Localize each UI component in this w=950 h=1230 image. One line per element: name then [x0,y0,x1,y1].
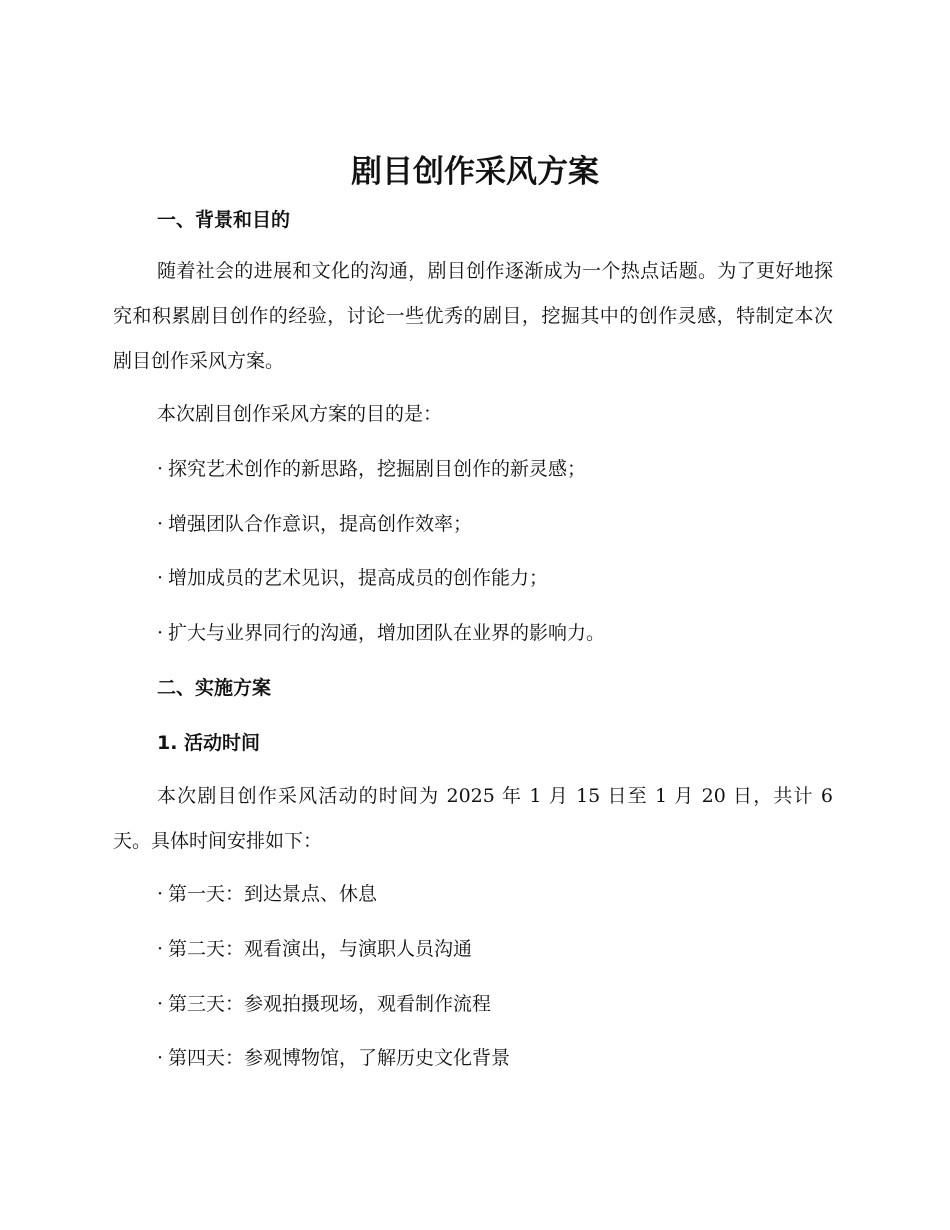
purpose-item [157,454,586,484]
schedule-item-text: 第二天：观看演出，与演职人员沟通 [168,938,473,960]
subsection-heading-activity-time: 1. 活动时间 [157,732,261,754]
purpose-item [157,509,472,539]
purpose-intro: 本次剧目创作采风方案的目的是： [157,403,443,425]
bullet-symbol: · [157,513,164,535]
purpose-item-text: 增加成员的艺术见识，提高成员的创作能力； [168,567,549,589]
schedule-item-text: 第四天：参观博物馆，了解历史文化背景 [168,1047,511,1069]
bullet-symbol: · [157,883,164,905]
purpose-item [157,563,548,593]
bullet-symbol: · [157,622,164,644]
schedule-item-text: 第三天：参观拍摄现场，观看制作流程 [168,993,492,1015]
purpose-item [157,618,605,648]
document-title: 剧目创作采风方案 [351,154,599,190]
section-heading-implementation: 二、实施方案 [157,677,272,699]
background-paragraph: 随着社会的进展和文化的沟通，剧目创作逐渐成为一个热点话题。为了更好地探究和积累剧目创作的经验，讨论一些优秀的剧目，挖掘其中的创作灵感，特制定本次剧目创作采风方案。 [113,260,833,372]
bullet-symbol: · [157,567,164,589]
schedule-item [157,1043,510,1073]
section-heading-background: 一、背景和目的 [157,209,291,231]
schedule-item [157,879,377,909]
bullet-symbol: · [157,993,164,1015]
bullet-symbol: · [157,938,164,960]
bullet-symbol: · [157,1047,164,1069]
bullet-symbol: · [157,458,164,480]
purpose-item-text: 扩大与业界同行的沟通，增加团队在业界的影响力。 [168,622,606,644]
purpose-item-text: 增强团队合作意识，提高创作效率； [168,513,473,535]
schedule-item [157,934,472,964]
schedule-item [157,989,491,1019]
schedule-item-text: 第一天：到达景点、休息 [168,883,378,905]
purpose-item-text: 探究艺术创作的新思路，挖掘剧目创作的新灵感； [168,458,587,480]
activity-time-paragraph: 本次剧目创作采风活动的时间为 2025 年 1 月 15 日至 1 月 20 日，共计 6 天。具体时间安排如下： [113,785,833,852]
